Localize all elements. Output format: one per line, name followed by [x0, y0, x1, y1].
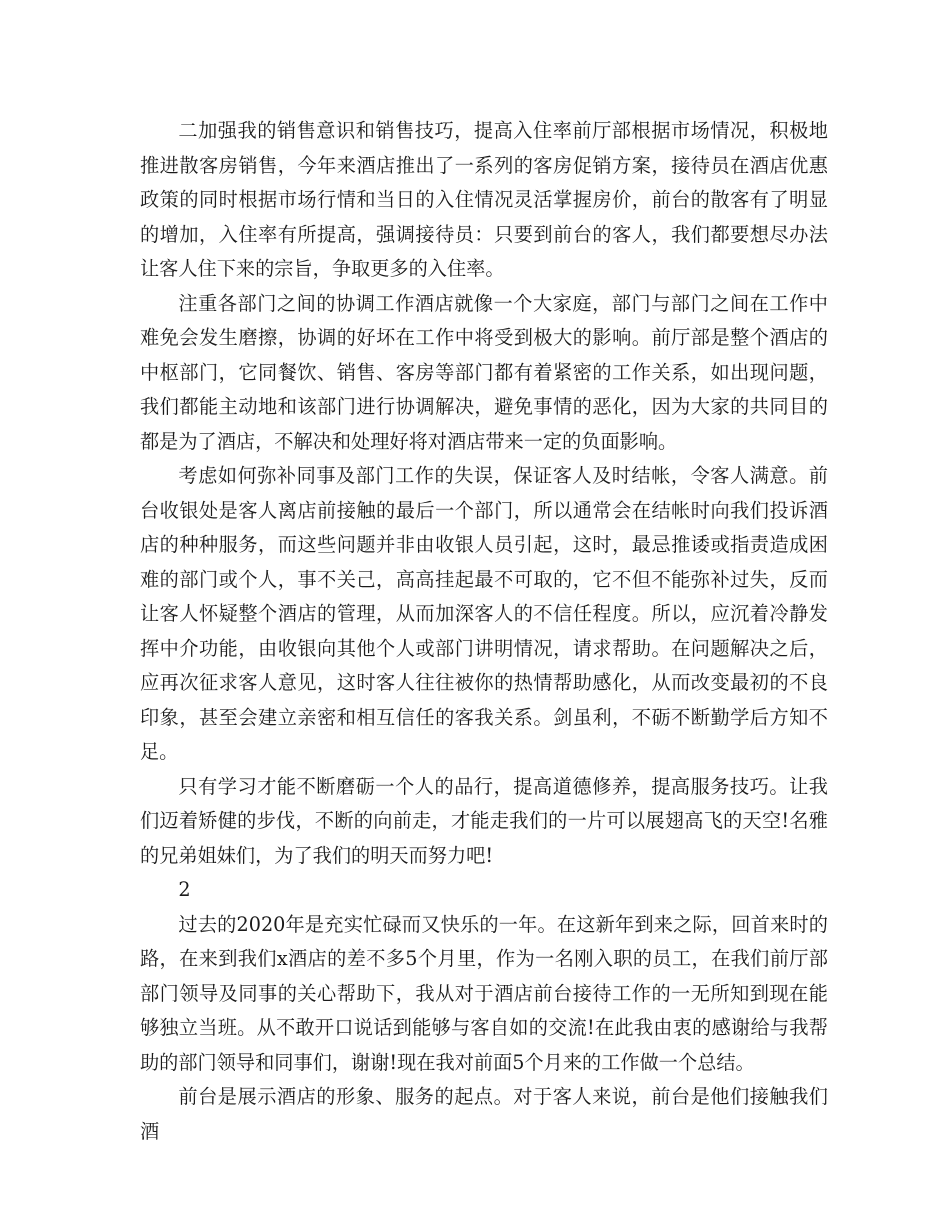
- paragraph-year-review: 过去的2020年是充实忙碌而又快乐的一年。在这新年到来之际，回首来时的路，在来到我们x酒店的差不多5个月里，作为一名刚入职的员工，在我们前厅部部门领导及同事的关心帮助下，我从对于酒店前台接待工作的一无所知到现在能够独立当班。从不敢开口说话到能够与客自如的交流!在此我由衷的感谢给与我帮助的部门领导和同事们，谢谢!现在我对前面5个月来的工作做一个总结。: [140, 912, 828, 1074]
- paragraph-department-coordination: 注重各部门之间的协调工作酒店就像一个大家庭，部门与部门之间在工作中难免会发生磨擦，协调的好坏在工作中将受到极大的影响。前厅部是整个酒店的中枢部门，它同餐饮、销售、客房等部门都有着紧密的工作关系，如出现问题，我们都能主动地和该部门进行协调解决，避免事情的恶化，因为大家的共同目的都是为了酒店，不解决和处理好将对酒店带来一定的负面影响。: [140, 291, 828, 453]
- paragraph-learning: 只有学习才能不断磨砺一个人的品行，提高道德修养，提高服务技巧。让我们迈着矫健的步伐，不断的向前走，才能走我们的一片可以展翅高飞的天空!名雅的兄弟姐妹们，为了我们的明天而努力吧!: [140, 774, 828, 867]
- paragraph-sales-skills: 二加强我的销售意识和销售技巧，提高入住率前厅部根据市场情况，积极地推进散客房销售，今年来酒店推出了一系列的客房促销方案，接待员在酒店优惠政策的同时根据市场行情和当日的入住情况灵活掌握房价，前台的散客有了明显的增加，入住率有所提高，强调接待员：只要到前台的客人，我们都要想尽办法让客人住下来的宗旨，争取更多的入住率。: [140, 119, 828, 280]
- section-number: 2: [178, 878, 191, 901]
- document-body: [140, 114, 828, 1149]
- paragraph-compensate-mistakes: 考虑如何弥补同事及部门工作的失误，保证客人及时结帐，令客人满意。前台收银处是客人离店前接触的最后一个部门，所以通常会在结帐时向我们投诉酒店的种种服务，而这些问题并非由收银人员引起，这时，最忌推诿或指责造成困难的部门或个人，事不关己，高高挂起最不可取的，它不但不能弥补过失，反而让客人怀疑整个酒店的管理，从而加深客人的不信任程度。所以，应沉着冷静发挥中介功能，由收银向其他个人或部门讲明情况，请求帮助。在问题解决之后，应再次征求客人意见，这时客人往往被你的热情帮助感化，从而改变最初的不良印象，甚至会建立亲密和相互信任的客我关系。剑虽利，不砺不断勤学后方知不足。: [140, 464, 828, 763]
- paragraph-front-desk: 前台是展示酒店的形象、服务的起点。对于客人来说，前台是他们接触我们酒: [140, 1085, 828, 1143]
